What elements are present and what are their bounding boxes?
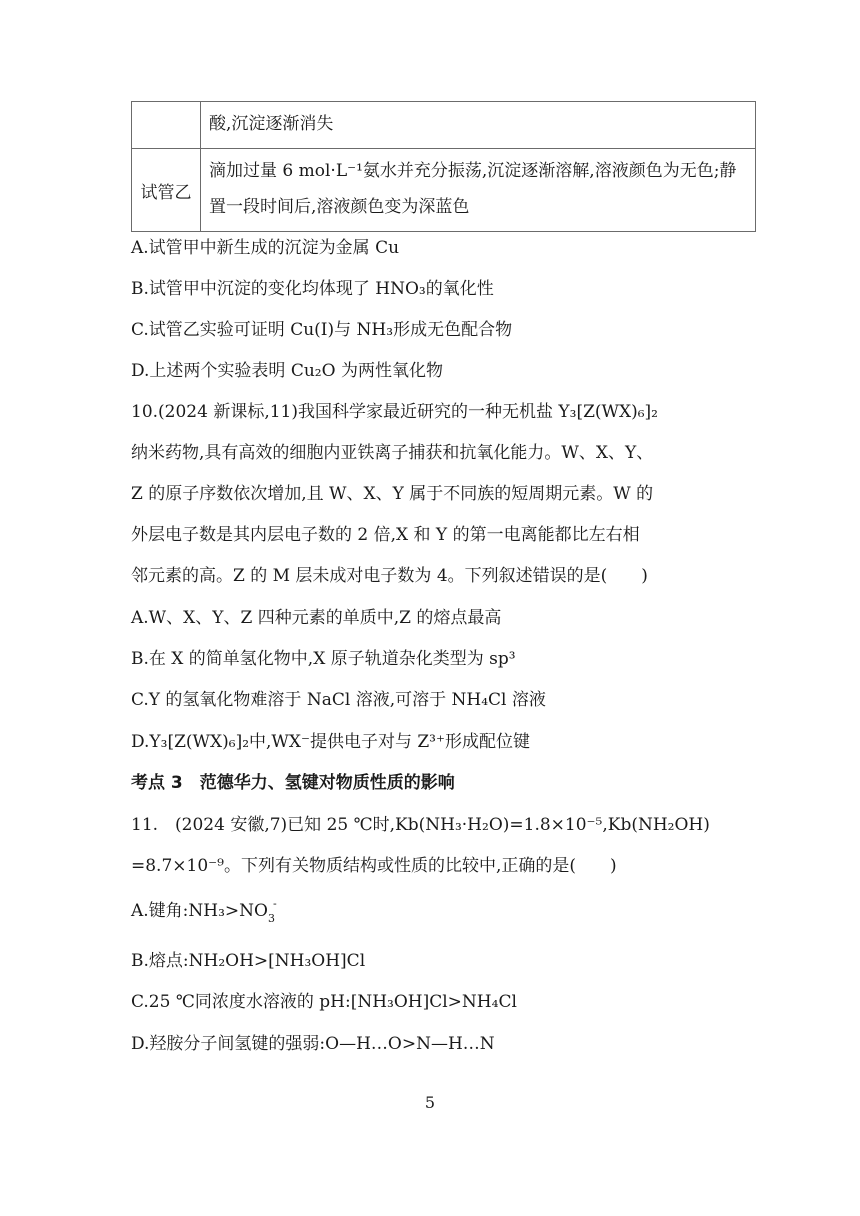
q10-stem-line: Z 的原子序数依次增加,且 W、X、Y 属于不同族的短周期元素。W 的 [131, 484, 654, 504]
q11-stem-line: =8.7×10⁻⁹。下列有关物质结构或性质的比较中,正确的是( ) [131, 856, 617, 876]
q10-stem-line: 外层电子数是其内层电子数的 2 倍,X 和 Y 的第一电离能都比左右相 [131, 525, 640, 545]
q11-option-d: D.羟胺分子间氢键的强弱:O—H…O>N—H…N [131, 1034, 495, 1054]
q9-option-d: D.上述两个实验表明 Cu₂O 为两性氧化物 [131, 361, 443, 381]
q9-option-c: C.试管乙实验可证明 Cu(Ⅰ)与 NH₃形成无色配合物 [131, 320, 513, 340]
q10-stem-line: 邻元素的高。Z 的 M 层未成对电子数为 4。下列叙述错误的是( ) [131, 566, 648, 586]
table-row [132, 149, 756, 232]
q10-stem-line: 10.(2024 新课标,11)我国科学家最近研究的一种无机盐 Y₃[Z(WX)₆]₂ [131, 402, 658, 422]
nitrate-subscript: 3 [267, 912, 275, 925]
nitrate-charge: - [273, 897, 277, 910]
q11-option-a [131, 896, 277, 925]
q10-option-d: D.Y₃[Z(WX)₆]₂中,WX⁻提供电子对与 Z³⁺形成配位键 [131, 732, 530, 752]
q11-option-c: C.25 ℃同浓度水溶液的 pH:[NH₃OH]Cl>NH₄Cl [131, 992, 517, 1012]
table-cell-text: 酸,沉淀逐渐消失 [201, 102, 756, 149]
q10-stem-line: 纳米药物,具有高效的细胞内亚铁离子捕获和抗氧化能力。W、X、Y、 [131, 443, 654, 463]
q11-stem-line: 11. (2024 安徽,7)已知 25 ℃时,Kb(NH₃·H₂O)=1.8×10⁻⁵,Kb(NH₂OH) [131, 815, 710, 835]
q11-option-b: B.熔点:NH₂OH>[NH₃OH]Cl [131, 951, 366, 971]
experiment-table [131, 101, 756, 232]
table-cell-label [132, 102, 201, 149]
q10-option-a: A.W、X、Y、Z 四种元素的单质中,Z 的熔点最高 [131, 608, 502, 628]
nitrate-o: O [254, 901, 268, 921]
q10-option-b: B.在 X 的简单氢化物中,X 原子轨道杂化类型为 sp³ [131, 649, 516, 669]
q10-option-c: C.Y 的氢氧化物难溶于 NaCl 溶液,可溶于 NH₄Cl 溶液 [131, 690, 546, 710]
page-number: 5 [424, 1093, 436, 1112]
table-cell-label: 试管乙 [132, 149, 201, 232]
q9-option-b: B.试管甲中沉淀的变化均体现了 HNO₃的氧化性 [131, 279, 494, 299]
q9-option-a: A.试管甲中新生成的沉淀为金属 Cu [131, 238, 400, 258]
section-heading: 考点 3 范德华力、氢键对物质性质的影响 [131, 773, 455, 793]
table-row [132, 102, 756, 149]
q11-option-a-text: A.键角:NH₃>N [131, 901, 255, 921]
table-cell-text: 滴加过量 6 mol·L⁻¹氨水并充分振荡,沉淀逐渐溶解,溶液颜色为无色;静置一段时间后,溶液颜色变为深蓝色 [201, 149, 756, 232]
nitrate-formula [254, 897, 277, 925]
